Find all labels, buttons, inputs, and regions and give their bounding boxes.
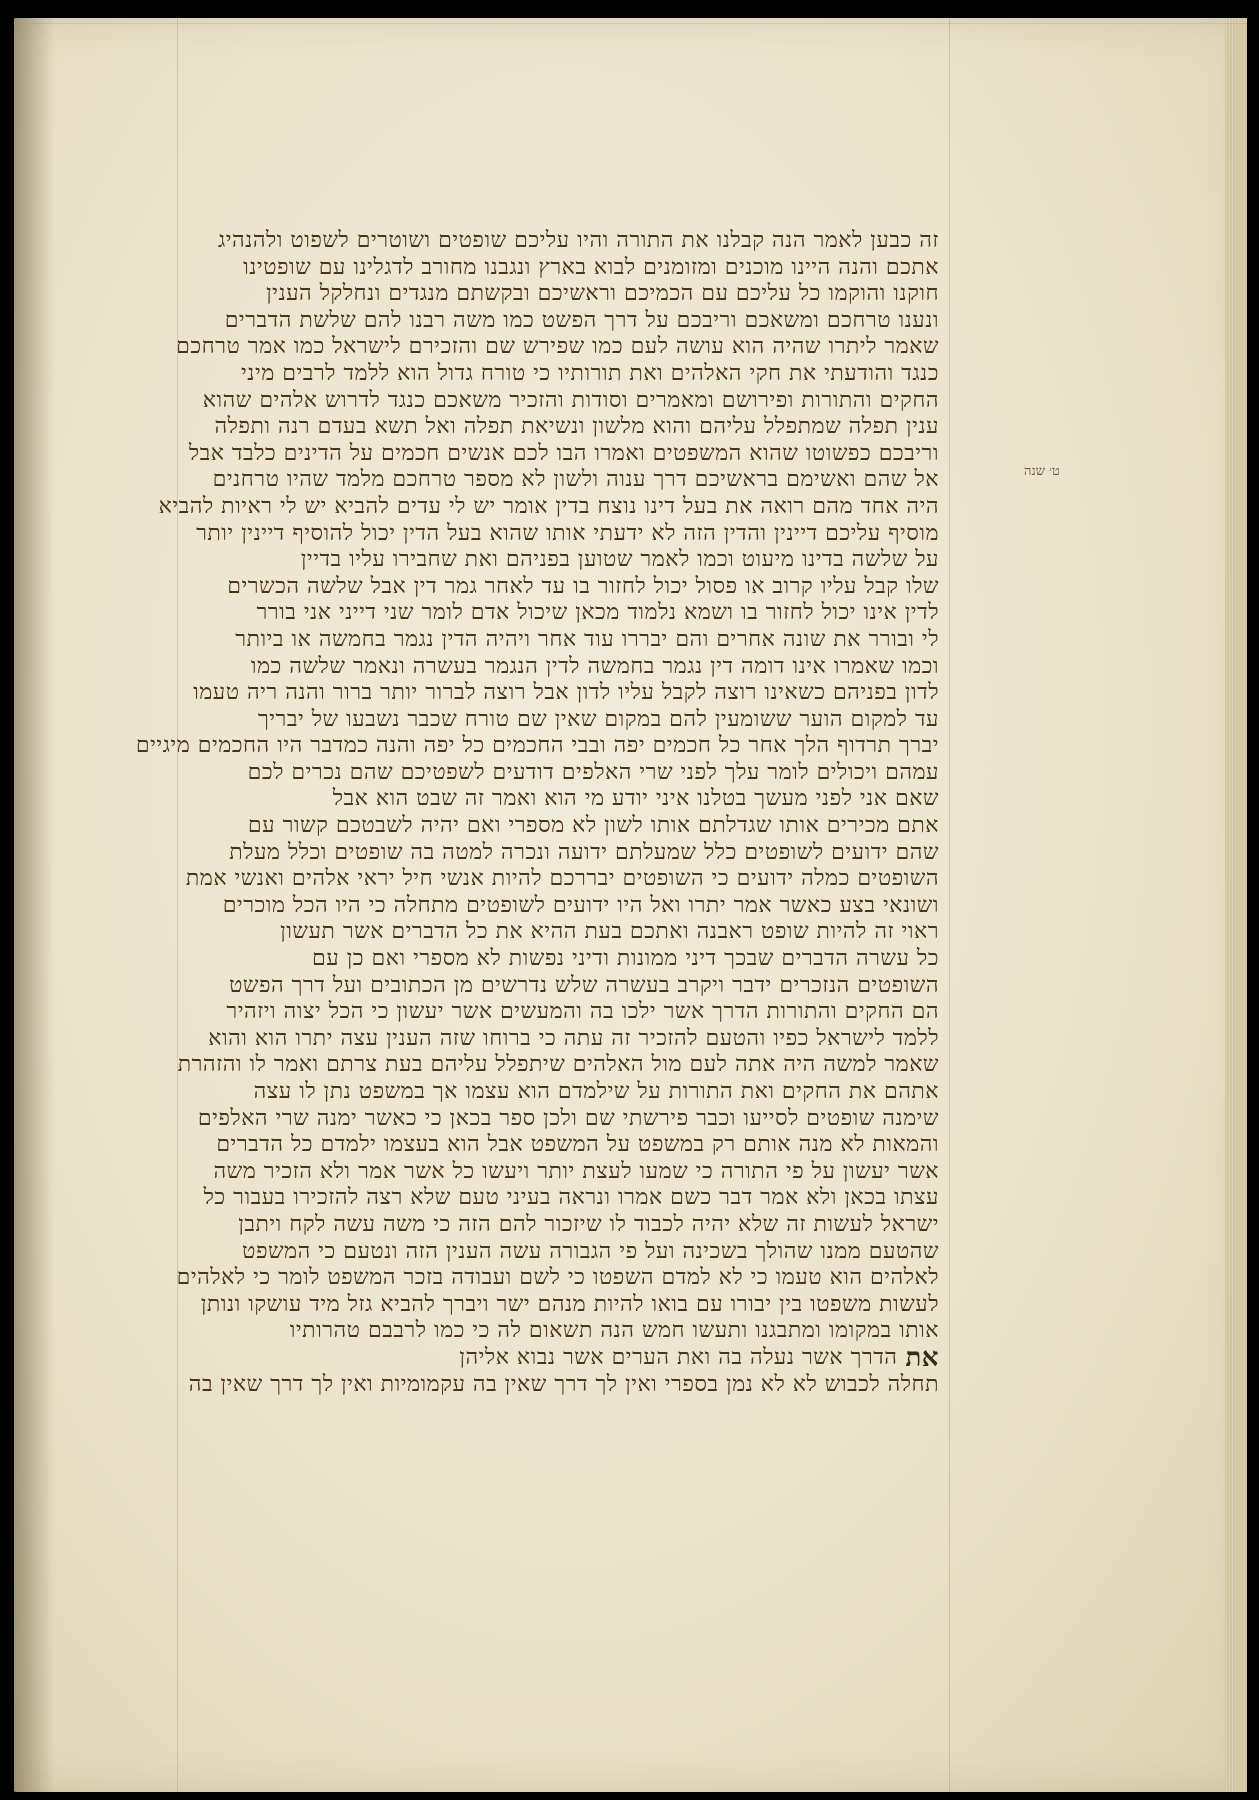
text-line: מוסיף עליכם דיינין והדין הזה לא ידעתי אותו שהוא בעל הדין יכול להוסיף דיינין יותר xyxy=(196,520,939,546)
text-line: יברך תרדוף הלך אחר כל חכמים יפה ובבי החכמים כל יפה והנה כמדבר היו החכמים מיגיים xyxy=(135,733,939,759)
marginal-note: ט׳ שנה xyxy=(1024,464,1060,479)
text-line: לאלהים הוא טעמו כי לא למדם השפטו כי לשם ועבודה בזכר המשפט לומר כי לאלהים xyxy=(176,1265,939,1291)
text-line: על שלשה בדינו מיעוט וכמו לאמר שטוען בפניהם ואת שחבירו עליו בדיין xyxy=(300,547,939,573)
page-edges xyxy=(1225,18,1247,1792)
text-line: ונענו טרחכם ומשאכם וריבכם על דרך הפשט כמו משה רבנו להם שלשת הדברים xyxy=(224,307,939,333)
text-line: ללמד לישראל כפיו והטעם להזכיר זה עתה כי ברוחו שזה הענין עצה יתרו הוא והוא xyxy=(208,1025,939,1051)
text-line: ישראל לעשות זה שלא יהיה לכבוד לו שיזכור להם הזה כי משה עשה לקח ויתבן xyxy=(238,1211,939,1237)
text-line: שימנה שופטים לסייעו וכבר פירשתי שם ולכן ספר בכאן כי כאשר ימנה שרי האלפים xyxy=(197,1105,939,1131)
verse-initial-word: את xyxy=(905,1342,939,1373)
text-line: שאמר למשה היה אתה לעם מול האלהים שיתפלל עליהם בעת צרתם ואמר לו והזהרת xyxy=(177,1052,939,1078)
text-line: עד למקום הוער ששומעין להם במקום שאין שם טורח שכבר נשבעו של יבריך xyxy=(257,706,939,732)
text-line: היה אחד מהם רואה את בעל דינו נוצח בדין אומר יש לי עדים להביא יש לי ראיות להביא xyxy=(158,493,939,519)
closing-line-text: תחלה לכבוש לא לא נמן בספרי ואין לך דרך שאין בה עקמומיות ואין לך דרך שאין בה xyxy=(188,1371,939,1397)
text-line: אתם מכירים אותו שגדלתם אותו לשון לא מספרי ואם יהיה לשבטכם קשור עם xyxy=(247,813,939,839)
text-line: שהם ידועים לשופטים כלל שמעלתם ידועה ונכרה למטה בה שופטים וכלל מעלת xyxy=(229,839,939,865)
text-line: ושונאי בצע כאשר אמר יתרו ואל היו ידועים לשופטים מתחלה כי היו הכל מוכרים xyxy=(222,892,939,918)
text-line: שאמר ליתרו שהיה הוא עושה לעם כמו שפירש שם והזכירם לישראל כמו אמר טרחכם xyxy=(176,334,939,360)
text-line: כל עשרה הדברים שבכך דיני ממונות ודיני נפשות לא מספרי ואם כן עם xyxy=(312,946,939,972)
text-line: זה כבען לאמר הנה קבלנו את התורה והיו עליכם שופטים ושוטרים לשפוט ולהנהיג xyxy=(218,228,939,253)
text-line: החקים והתורות ופירושם ומאמרים וסודות והזכיר משאכם כנגד לדרוש אלהים שהוא xyxy=(202,387,939,413)
text-line: וכמו שאמרו אינו דומה דין נגמר בחמשה לדין הנגמר בעשרה ונאמר שלשה כמו xyxy=(250,653,939,679)
text-line: לעשות משפטו בין יבורו עם בואו להיות מנהם ישר ויברך להביא גזל מיד עושקו ונותן xyxy=(200,1291,939,1317)
text-line: אתכם והנה היינו מוכנים ומזומנים לבוא בארץ ונגבנו מחורב לדגלינו עם שופטינו xyxy=(243,254,939,280)
text-line: שהטעם ממנו שהולך בשכינה ועל פי הגבורה עשה הענין הזה ונטעם כי המשפט xyxy=(242,1238,939,1264)
text-line: חוקנו והוקמו כל עליכם עם הכמיכם וראשיכם ובקשתם מנגדים ונחלקל הענין xyxy=(266,281,939,307)
text-line: לי ובורר את שונה אחרים והם יבררו עוד אחר ויהיה הדין נגמר בחמשה או ביותר xyxy=(235,626,939,652)
text-line: כנגד והודעתי את חקי האלהים ואת תורותיו כי טורח גדול הוא ללמד לרבים מיני xyxy=(241,360,939,386)
text-line: עמהם ויכולים לומר עלך לפני שרי האלפים דודעים לשפטיכם שהם נכרים לכם xyxy=(247,759,939,785)
ruling-line xyxy=(177,18,178,1792)
closing-line xyxy=(188,1371,939,1398)
text-line: אל שהם ואשימם בראשיכם דרך ענוה ולשון לא מספר טרחכם מלמד שהיו טרחנים xyxy=(212,467,939,493)
text-line: לדין אינו יכול לחזור בו ושמא נלמוד מכאן שיכול אדם לומר שני דייני אני בורר xyxy=(256,600,939,626)
text-line: ראוי זה להיות שופט ראבנה ואתכם בעת ההיא את כל הדברים אשר תעשון xyxy=(280,919,939,945)
manuscript-page xyxy=(14,18,1247,1792)
text-line: לדון בפניהם כשאינו רוצה לקבל עליו לדון אבל רוצה לברור יותר ברור והנה ריה טעמו xyxy=(193,680,939,706)
text-line: שאם אני לפני מעשך בטלנו איני יודע מי הוא ואמר זה שבט הוא אבל xyxy=(332,786,939,812)
ruling-line xyxy=(14,23,1247,24)
text-line: הם החקים והתורות הדרך אשר ילכו בה והמעשים אשר יעשון כי הכל יצוה ויזהיר xyxy=(226,999,939,1025)
text-line: והמאות לא מנה אותם רק במשפט על המשפט אבל הוא בעצמו ילמדם כל הדברים xyxy=(216,1132,939,1158)
text-line: השופטים הנזכרים ידבר ויקרב בעשרה שלש נדרשים מן הכתובים ועל דרך הפשט xyxy=(229,972,939,998)
text-line: וריבכם כפשוטו שהוא המשפטים ואמרו הבו לכם אנשים חכמים על הדינים כלבד אבל xyxy=(188,440,939,466)
ruling-line xyxy=(949,18,950,1792)
text-line: עצתו בכאן ולא אמר דבר כשם אמרו ונראה בעיני טעם שלא רצה להזכירו בעבור כל xyxy=(203,1185,939,1211)
text-column xyxy=(135,228,939,1398)
text-line: אשר יעשון על פי התורה כי שמעו לעצת יותר ויעשו כל אשר אמר ולא הזכיר משה xyxy=(213,1158,939,1184)
closing-line xyxy=(219,1342,939,1373)
text-line: השופטים כמלה ידועים כי השופטים יבררכם להיות אנשי חיל יראי אלהים ואנשי אמת xyxy=(185,866,939,892)
text-line: אותו במקומו ומתבגנו ותעשו חמש הנה תשאום לה כי כמו לרבבם טהרותיו xyxy=(289,1318,939,1344)
binding-gutter xyxy=(14,18,54,1792)
closing-line-text: הדרך אשר נעלה בה ואת הערים אשר נבוא אליהן xyxy=(459,1344,898,1370)
text-line: שלו קבל עליו קרוב או פסול יכול לחזור בו עד לאחר גמר דין אבל שלשה הכשרים xyxy=(227,573,939,599)
text-line: ענין תפלה שמתפלל עליהם והוא מלשון ונשיאת תפלה ואל תשא בעדם רנה ותפלה xyxy=(214,414,939,440)
text-line: אתהם את החקים ואת התורות על שילמדם הוא עצמו אך במשפט נתן לו עצה xyxy=(253,1079,939,1104)
